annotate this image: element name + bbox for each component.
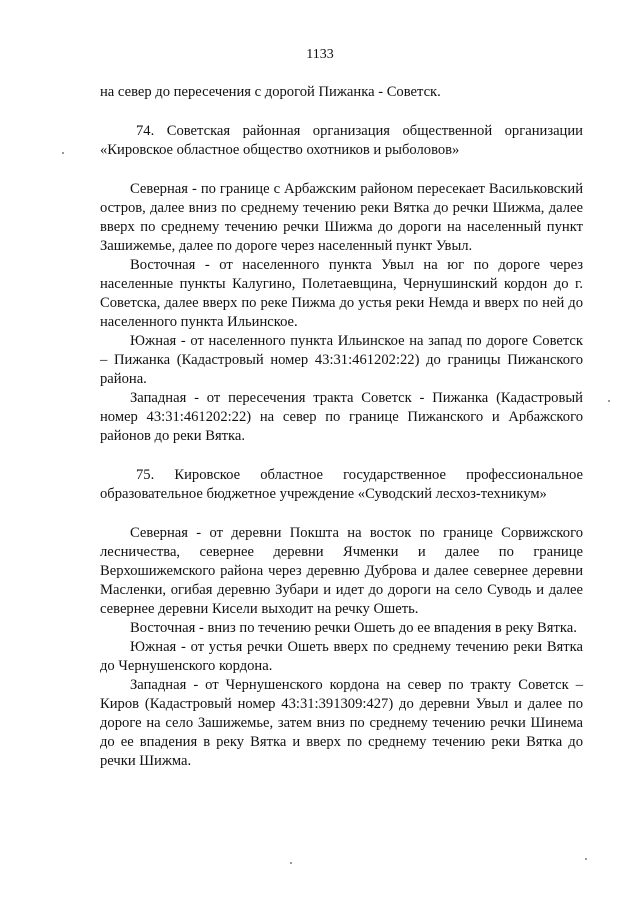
- section-75: [100, 466, 583, 771]
- page-number: 1133: [306, 47, 334, 62]
- section-74: [100, 122, 583, 446]
- scan-speck: [585, 858, 587, 860]
- intro-line: на север до пересечения с дорогой Пижанка - Советск.: [100, 84, 441, 100]
- boundary-west: Западная - от Чернушенского кордона на север по тракту Советск – Киров (Кадастровый номер 43:31:391309:427) до деревни Увыл и далее по дороге на село Зашижемье, затем вниз по среднему течению речки Шинема до ее впадения в реку Вятка и вверх по среднему течению реки Вятка до речки Шижма.: [100, 677, 583, 769]
- section-heading: 74. Советская районная организация общественной организации «Кировское областное общество охотников и рыболовов»: [100, 123, 583, 158]
- scan-speck: [290, 862, 292, 864]
- boundary-north: Северная - от деревни Покшта на восток по границе Сорвижского лесничества, севернее деревни Ячменки и далее по границе Верхошижемского района через деревню Дуброва и далее севернее деревни Масленки, огибая деревню Зубари и идет до дороги на село Суводь и далее севернее деревни Кисели выходит на речку Ошеть.: [100, 525, 583, 617]
- boundary-south: Южная - от устья речки Ошеть вверх по среднему течению реки Вятка до Чернушенского кордона.: [100, 639, 583, 674]
- boundary-east: Восточная - от населенного пункта Увыл на юг по дороге через населенные пункты Калугино, Полетаевщина, Чернушинский кордон до г. Советска, далее вверх по реке Пижма до устья реки Немда и вверх по ней до населенного пункта Ильинское.: [100, 257, 583, 330]
- boundary-south: Южная - от населенного пункта Ильинское на запад по дороге Советск – Пижанка (Кадастровый номер 43:31:461202:22) до границы Пижанского района.: [100, 333, 583, 387]
- section-heading: 75. Кировское областное государственное профессиональное образовательное бюджетное учреждение «Суводский лесхоз-техникум»: [100, 467, 583, 502]
- document-body: [100, 83, 583, 771]
- boundary-east: Восточная - вниз по течению речки Ошеть до ее впадения в реку Вятка.: [130, 620, 577, 636]
- scan-speck: [62, 152, 64, 154]
- scan-speck: [608, 400, 610, 402]
- boundary-west: Западная - от пересечения тракта Советск - Пижанка (Кадастровый номер 43:31:461202:22) на север по границе Пижанского и Арбажского районов до реки Вятка.: [100, 390, 583, 444]
- boundary-north: Северная - по границе с Арбажским районом пересекает Васильковский остров, далее вниз по среднему течению реки Вятка до речки Шижма, далее вверх по среднему течению речки Шижма до дороги на населенный пункт Зашижемье, далее по дороге через населенный пункт Увыл.: [100, 181, 583, 254]
